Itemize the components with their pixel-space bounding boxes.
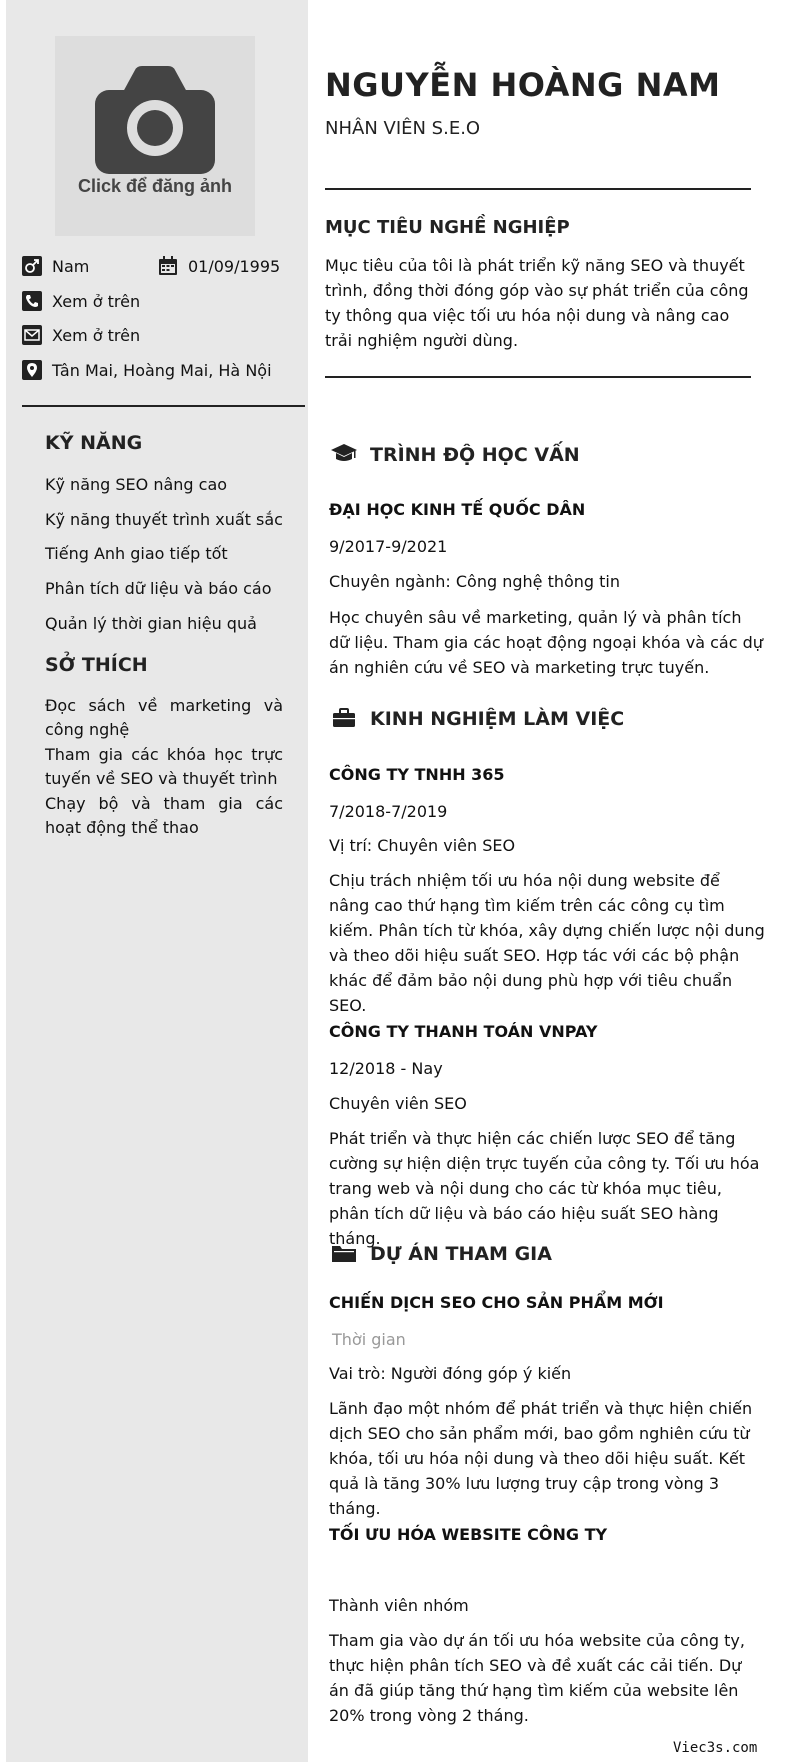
experience-title: KINH NGHIỆM LÀM VIỆC [370,708,625,730]
phone-icon [22,291,42,311]
company-name: CÔNG TY THANH TOÁN VNPAY [329,1022,598,1041]
header-divider [325,188,751,190]
job-period: 7/2018-7/2019 [329,802,448,821]
gender-value: Nam [52,257,90,276]
folder-icon [330,1241,358,1265]
email-value: Xem ở trên [52,326,141,345]
hobbies-title: SỞ THÍCH [45,654,148,676]
skill-item: Phân tích dữ liệu và báo cáo [45,579,272,598]
watermark: Viec3s.com [673,1740,758,1756]
skill-item: Tiếng Anh giao tiếp tốt [45,544,228,563]
school-name: ĐẠI HỌC KINH TẾ QUỐC DÂN [329,500,586,519]
skill-item: Kỹ năng SEO nâng cao [45,475,228,494]
sidebar-divider [22,405,305,407]
education-description: Học chuyên sâu về marketing, quản lý và phân tích dữ liệu. Tham gia các hoạt động ngoại khóa và các dự án nghiên cứu về SEO và marketing trực tuyến. [329,608,763,677]
camera-icon [95,66,215,176]
objective-divider [325,376,751,378]
objective-title: MỤC TIÊU NGHỀ NGHIỆP [325,217,570,238]
location-icon [22,360,42,380]
company-name: CÔNG TY TNHH 365 [329,765,505,784]
project-role: Thành viên nhóm [329,1596,469,1615]
phone-value: Xem ở trên [52,292,141,311]
photo-label: Click để đăng ảnh [77,176,233,196]
candidate-name: NGUYỄN HOÀNG NAM [325,66,721,104]
skill-item: Kỹ năng thuyết trình xuất sắc [45,510,283,529]
project-time-placeholder[interactable]: Thời gian [332,1330,406,1349]
job-period: 12/2018 - Nay [329,1059,443,1078]
education-title: TRÌNH ĐỘ HỌC VẤN [370,444,580,466]
job-role: Chuyên viên SEO [329,1094,467,1113]
job-title: NHÂN VIÊN S.E.O [325,118,481,139]
job-description: Phát triển và thực hiện các chiến lược SEO để tăng cường sự hiện diện trực tuyến của công ty. Tối ưu hóa trang web và nội dung cho các từ khóa mục tiêu, phân tích dữ liệu và báo cáo hiệu suất SEO hàng tháng. [329,1129,760,1248]
hobby-item: Đọc sách về marketing và công nghệ [45,696,283,739]
job-role: Vị trí: Chuyên viên SEO [329,836,516,855]
address-value: Tân Mai, Hoàng Mai, Hà Nội [52,361,272,380]
birthday-value: 01/09/1995 [188,257,281,276]
photo-upload[interactable] [55,36,255,236]
project-role: Vai trò: Người đóng góp ý kiến [329,1364,572,1383]
education-period: 9/2017-9/2021 [329,537,448,556]
projects-title: DỰ ÁN THAM GIA [370,1243,552,1265]
skill-item: Quản lý thời gian hiệu quả [45,614,257,633]
graduation-cap-icon [330,442,358,466]
project-description: Lãnh đạo một nhóm để phát triển và thực hiện chiến dịch SEO cho sản phẩm mới, bao gồm nghiên cứu từ khóa, tối ưu hóa nội dung và theo dõi hiệu suất. Kết quả là tăng 30% lưu lượng truy cập trong vòng 3 tháng. [329,1399,753,1518]
skills-title: KỸ NĂNG [45,432,143,454]
project-name: TỐI ƯU HÓA WEBSITE CÔNG TY [329,1525,608,1544]
job-description: Chịu trách nhiệm tối ưu hóa nội dung website để nâng cao thứ hạng tìm kiếm trên các công cụ tìm kiếm. Phân tích từ khóa, xây dựng chiến lược nội dung và theo dõi hiệu suất SEO. Hợp tác với các bộ phận khác để đảm bảo nội dung phù hợp với tiêu chuẩn SEO. [329,871,765,1015]
project-description: Tham gia vào dự án tối ưu hóa website của công ty, thực hiện phân tích SEO và đề xuất các cải tiến. Dự án đã giúp tăng thứ hạng tìm kiếm của website lên 20% trong vòng 2 tháng. [329,1631,745,1725]
email-icon [22,325,42,345]
hobby-item: Tham gia các khóa học trực tuyến về SEO và thuyết trình [45,745,283,788]
objective-text: Mục tiêu của tôi là phát triển kỹ năng SEO và thuyết trình, đồng thời đóng góp vào sự phát triển của công ty thông qua việc tối ưu hóa nội dung và nâng cao trải nghiệm người dùng. [325,256,749,350]
briefcase-icon [330,706,358,730]
education-major: Chuyên ngành: Công nghệ thông tin [329,572,621,591]
project-name: CHIẾN DỊCH SEO CHO SẢN PHẨM MỚI [329,1293,664,1312]
hobby-item: Chạy bộ và tham gia các hoạt động thể thao [45,794,283,837]
calendar-icon [158,256,178,276]
gender-icon [22,256,42,276]
